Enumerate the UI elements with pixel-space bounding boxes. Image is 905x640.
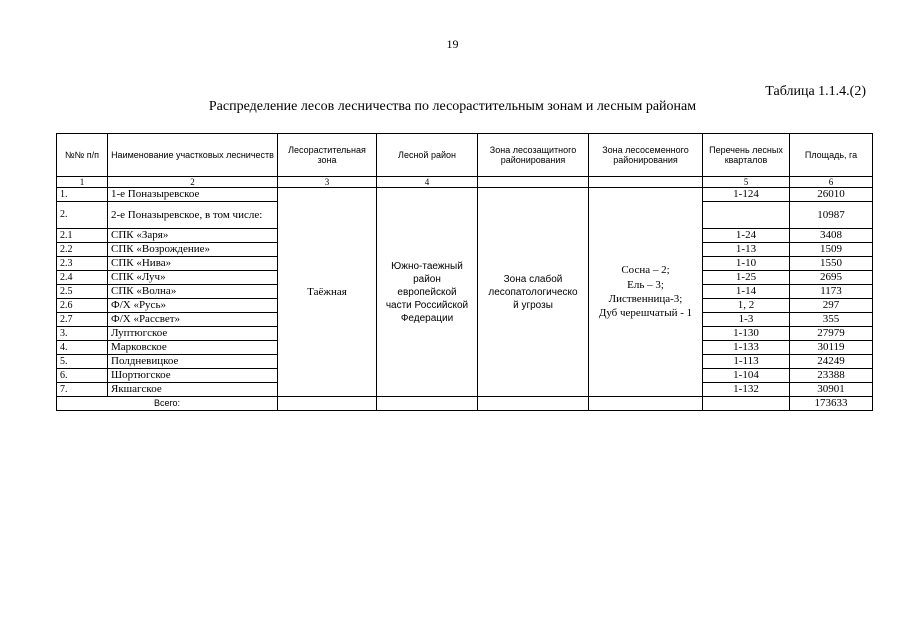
page-number: 19 [446, 37, 459, 51]
row-quarters: 1-132 [703, 383, 790, 397]
header-protect: Зона лесозащитного районирования [478, 134, 589, 177]
row-area: 10987 [790, 202, 873, 229]
row-area: 27979 [790, 327, 873, 341]
total-row [57, 397, 873, 411]
merged-district: Южно-таежный район европейской части Российской Федерации [377, 188, 478, 397]
row-num: 2.4 [57, 271, 108, 285]
row-num: 1. [57, 188, 108, 202]
row-num: 7. [57, 383, 108, 397]
row-name: Полдневицкое [108, 355, 278, 369]
row-quarters: 1-24 [703, 229, 790, 243]
total-empty-cell [377, 397, 478, 411]
row-quarters: 1-130 [703, 327, 790, 341]
row-area: 24249 [790, 355, 873, 369]
table-header-row [57, 134, 873, 177]
row-name: Шортюгское [108, 369, 278, 383]
row-name: СПК «Возрождение» [108, 243, 278, 257]
row-area: 30901 [790, 383, 873, 397]
header-seed: Зона лесосеменного районирования [589, 134, 703, 177]
row-name: СПК «Нива» [108, 257, 278, 271]
row-area: 297 [790, 299, 873, 313]
row-num: 2.2 [57, 243, 108, 257]
row-area: 1550 [790, 257, 873, 271]
column-number: 4 [377, 177, 478, 188]
total-empty-cell [478, 397, 589, 411]
header-area: Площадь, га [790, 134, 873, 177]
table-row [57, 188, 873, 202]
row-area: 1509 [790, 243, 873, 257]
column-number: 6 [790, 177, 873, 188]
total-area: 173633 [790, 397, 873, 411]
row-num: 2. [57, 202, 108, 229]
row-num: 2.3 [57, 257, 108, 271]
header-num: №№ п/п [57, 134, 108, 177]
table-caption: Таблица 1.1.4.(2) [765, 84, 866, 99]
row-quarters: 1-133 [703, 341, 790, 355]
header-name: Наименование участковых лесничеств [108, 134, 278, 177]
column-number-row [57, 177, 873, 188]
row-name: 1-е Поназыревское [108, 188, 278, 202]
row-area: 2695 [790, 271, 873, 285]
header-district: Лесной район [377, 134, 478, 177]
column-number: 3 [278, 177, 377, 188]
row-name: Ф/Х «Рассвет» [108, 313, 278, 327]
row-area: 3408 [790, 229, 873, 243]
header-quarters: Перечень лесных кварталов [703, 134, 790, 177]
row-quarters [703, 202, 790, 229]
forest-zones-table [56, 133, 873, 411]
row-quarters: 1, 2 [703, 299, 790, 313]
merged-zone: Таёжная [278, 188, 377, 397]
row-name: СПК «Луч» [108, 271, 278, 285]
total-empty-cell [703, 397, 790, 411]
total-label: Всего: [57, 397, 278, 411]
column-number [589, 177, 703, 188]
column-number: 2 [108, 177, 278, 188]
row-num: 2.5 [57, 285, 108, 299]
row-name: Якшагское [108, 383, 278, 397]
column-number [478, 177, 589, 188]
row-name: Марковское [108, 341, 278, 355]
row-area: 355 [790, 313, 873, 327]
row-num: 4. [57, 341, 108, 355]
row-quarters: 1-124 [703, 188, 790, 202]
row-area: 26010 [790, 188, 873, 202]
merged-protect: Зона слабой лесопатологическо й угрозы [478, 188, 589, 397]
row-quarters: 1-3 [703, 313, 790, 327]
total-empty-cell [589, 397, 703, 411]
header-zone: Лесорастительная зона [278, 134, 377, 177]
merged-seed: Сосна – 2; Ель – 3; Лиственница-3; Дуб черешчатый - 1 [589, 188, 703, 397]
row-area: 1173 [790, 285, 873, 299]
row-num: 2.1 [57, 229, 108, 243]
row-area: 30119 [790, 341, 873, 355]
row-name: СПК «Волна» [108, 285, 278, 299]
row-quarters: 1-10 [703, 257, 790, 271]
row-num: 5. [57, 355, 108, 369]
row-quarters: 1-25 [703, 271, 790, 285]
row-quarters: 1-113 [703, 355, 790, 369]
table-title: Распределение лесов лесничества по лесорастительным зонам и лесным районам [208, 99, 697, 114]
row-num: 3. [57, 327, 108, 341]
row-quarters: 1-104 [703, 369, 790, 383]
row-name: Ф/Х «Русь» [108, 299, 278, 313]
column-number: 1 [57, 177, 108, 188]
row-num: 2.6 [57, 299, 108, 313]
row-name: Луптюгское [108, 327, 278, 341]
row-area: 23388 [790, 369, 873, 383]
row-name: 2-е Поназыревское, в том числе: [108, 202, 278, 229]
row-num: 2.7 [57, 313, 108, 327]
row-num: 6. [57, 369, 108, 383]
row-quarters: 1-14 [703, 285, 790, 299]
column-number: 5 [703, 177, 790, 188]
total-empty-cell [278, 397, 377, 411]
row-name: СПК «Заря» [108, 229, 278, 243]
row-quarters: 1-13 [703, 243, 790, 257]
